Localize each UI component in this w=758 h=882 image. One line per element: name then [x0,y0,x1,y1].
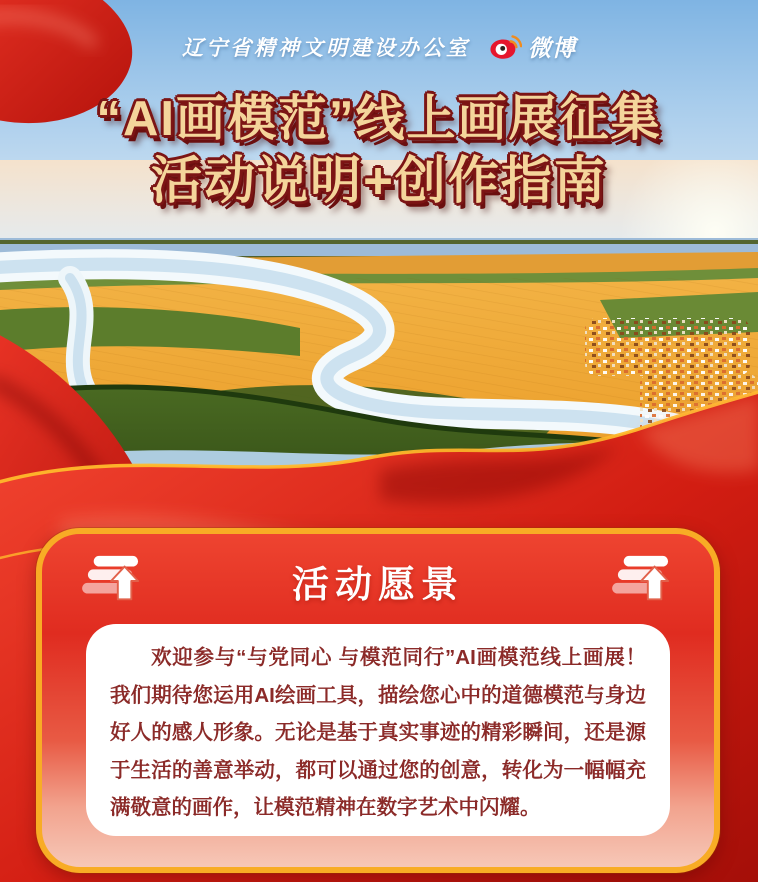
main-title [0,90,758,212]
weibo-label: 微博 [528,35,576,61]
org-name: 辽宁省精神文明建设办公室 [182,36,470,60]
vision-card-header [42,534,714,608]
vision-body-card [86,624,670,836]
upload-stack-icon-right [612,554,674,608]
top-header [0,30,758,63]
upload-stack-icon-left [82,554,144,608]
vision-card [36,528,720,873]
vision-heading: 活动愿景 [292,564,464,605]
weibo-logo [490,30,576,63]
vision-body-text: 欢迎参与“与党同心 与模范同行”AI画模范线上画展！我们期待您运用AI绘画工具，描绘您心中的道德模范与身边好人的感人形象。无论是基于真实事迹的精彩瞬间，还是源于生活的善意举动，都可以通过您的创意，转化为一幅幅充满敬意的画作，让模范精神在数字艺术中闪耀。 [110,646,646,819]
title-line-1: “AI画模范”线上画展征集 [96,92,662,146]
weibo-eye-icon [490,34,522,60]
title-line-2: 活动说明+创作指南 [151,151,607,209]
